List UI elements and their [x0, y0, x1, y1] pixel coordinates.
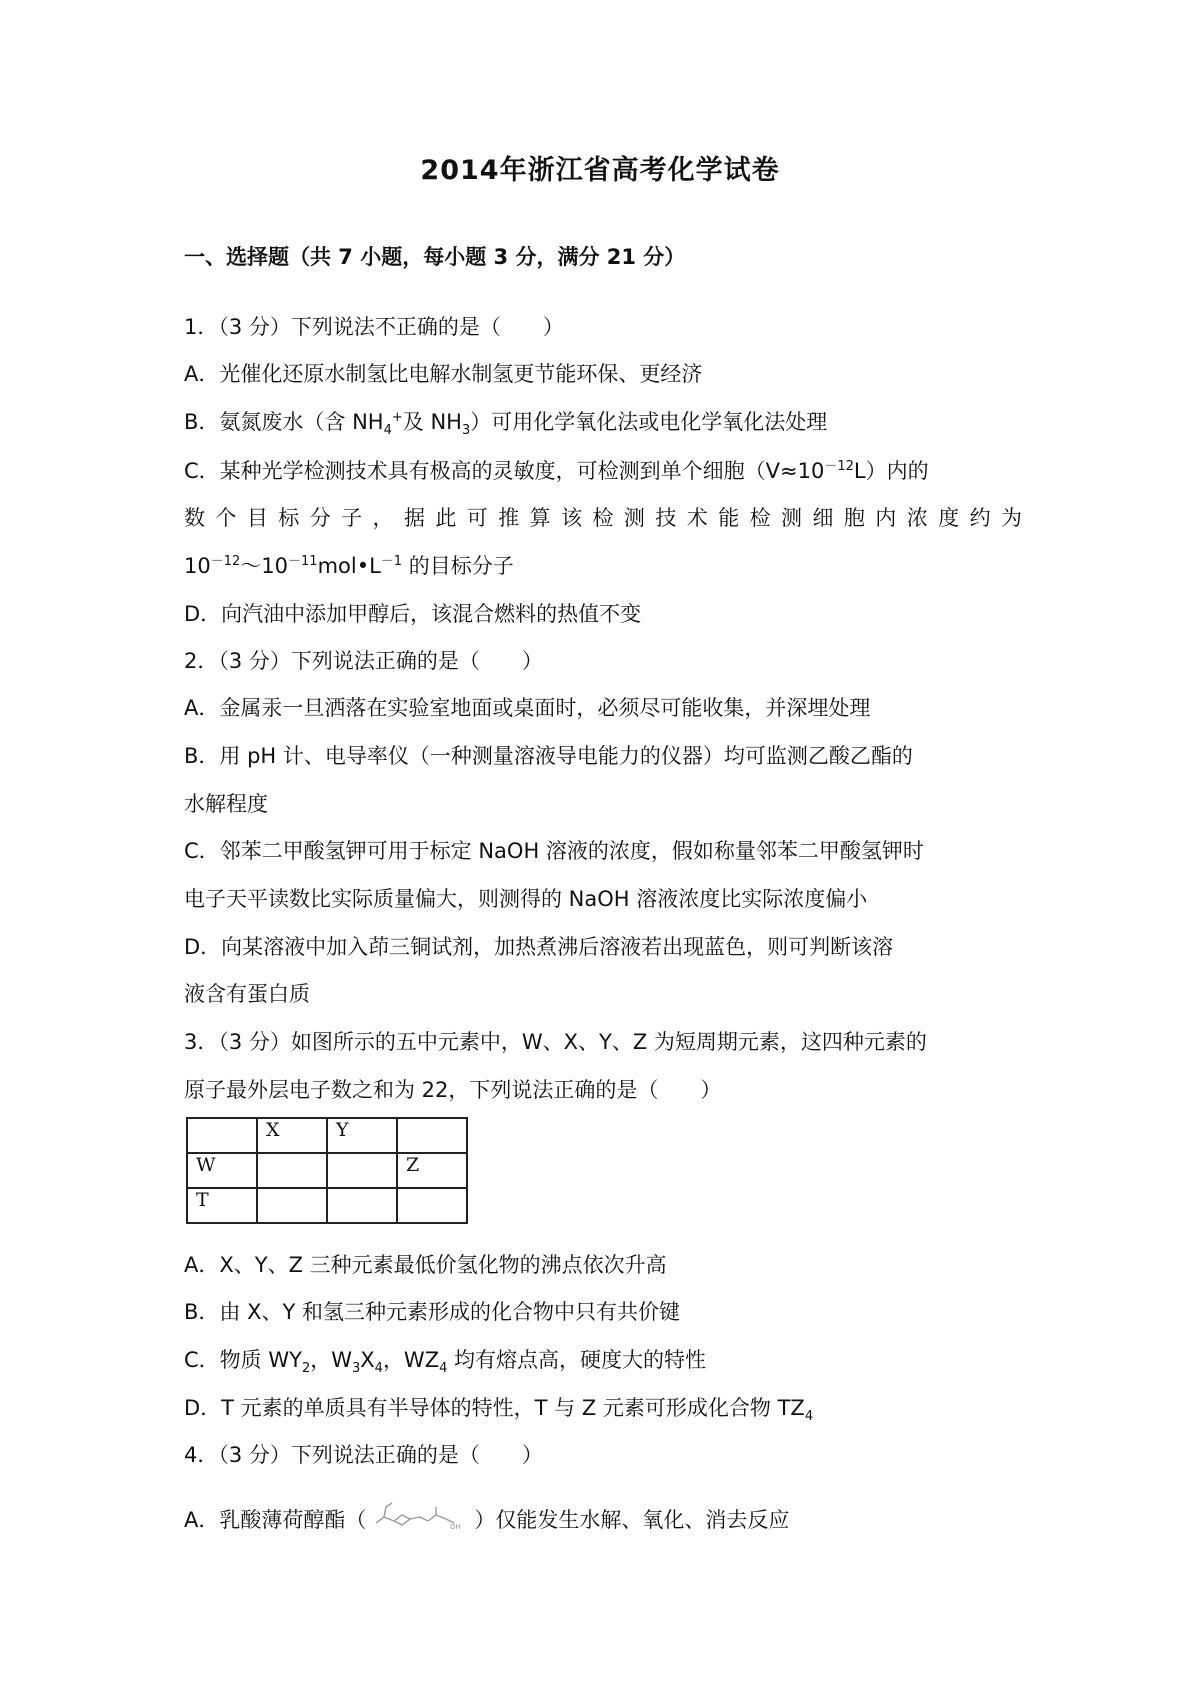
table-cell: Y — [327, 1118, 397, 1153]
q1-option-c-line3: $10^{-12}\sim 10^{-11}mol•L^{-1}$ 的目标分子 — [184, 554, 514, 578]
q3-option-c: C．物质 $WY_2$，$W_3X_4$，$WZ_4$ 均有熔点高，硬度大的特性 — [184, 1348, 707, 1377]
table-cell — [187, 1118, 257, 1153]
q1-option-b: B．氨氮废水（含 $NH_4^+$及 $NH_3$）可用化学氧化法或电化学氧化法处理 — [184, 410, 828, 439]
q1-option-a: A．光催化还原水制氢比电解水制氢更节能环保、更经济 — [184, 362, 703, 386]
q2-option-b-line2: 水解程度 — [184, 792, 268, 816]
q3-option-d: D．T 元素的单质具有半导体的特性，T 与 Z 元素可形成化合物 $TZ_4$ — [184, 1396, 814, 1425]
table-cell: Z — [397, 1153, 467, 1188]
q1-stem: 1．（3 分）下列说法不正确的是（ ） — [184, 315, 564, 339]
table-row — [187, 1153, 467, 1188]
q2-option-a: A．金属汞一旦洒落在实验室地面或桌面时，必须尽可能收集，并深埋处理 — [184, 696, 871, 720]
q3-option-a: A．X、Y、Z 三种元素最低价氢化物的沸点依次升高 — [184, 1253, 667, 1277]
q2-option-b-line1: B．用 pH 计、电导率仪（一种测量溶液导电能力的仪器）均可监测乙酸乙酯的 — [184, 744, 913, 768]
table-cell — [397, 1188, 467, 1223]
table-row — [187, 1118, 467, 1153]
q1-option-c-line1: C．某种光学检测技术具有极高的灵敏度，可检测到单个细胞$(V\approx 10^{-12}L)$内的 — [184, 459, 929, 483]
table-row — [187, 1188, 467, 1223]
q2-option-c-line1: C．邻苯二甲酸氢钾可用于标定 NaOH 溶液的浓度，假如称量邻苯二甲酸氢钾时 — [184, 839, 924, 863]
q2-option-d-line1: D．向某溶液中加入茚三铜试剂，加热煮沸后溶液若出现蓝色，则可判断该溶 — [184, 935, 894, 959]
q2-option-c-line2: 电子天平读数比实际质量偏大，则测得的 NaOH 溶液浓度比实际浓度偏小 — [184, 887, 868, 911]
table-cell: W — [187, 1153, 257, 1188]
table-cell: T — [187, 1188, 257, 1223]
q3-option-b: B．由 X、Y 和氢三种元素形成的化合物中只有共价键 — [184, 1300, 680, 1324]
q4-stem: 4．（3 分）下列说法正确的是（ ） — [184, 1443, 543, 1467]
table-cell — [327, 1153, 397, 1188]
table-cell — [327, 1188, 397, 1223]
q2-option-d-line2: 液含有蛋白质 — [184, 982, 310, 1006]
table-cell — [397, 1118, 467, 1153]
q3-stem-line2: 原子最外层电子数之和为 22，下列说法正确的是（ ） — [184, 1078, 722, 1102]
q1-option-d: D．向汽油中添加甲醇后，该混合燃料的热值不变 — [184, 602, 642, 626]
page-title: 2014年浙江省高考化学试卷 — [420, 155, 780, 186]
lactate-menthyl-ester-structure-icon — [370, 1499, 470, 1543]
q2-stem: 2．（3 分）下列说法正确的是（ ） — [184, 649, 543, 673]
table-cell: X — [257, 1118, 327, 1153]
periodic-table-fragment — [186, 1117, 468, 1224]
q1-option-c-line2: 数个目标分子，据此可推算该检测技术能检测细胞内浓度约为 — [184, 506, 1022, 530]
q3-stem-line1: 3．（3 分）如图所示的五中元素中，W、X、Y、Z 为短周期元素，这四种元素的 — [184, 1030, 927, 1054]
table-cell — [257, 1188, 327, 1223]
q4-option-a: A．乳酸薄荷醇酯（ OH ）仅能发生水解、氧化、消去反应 — [184, 1499, 789, 1543]
table-cell — [257, 1153, 327, 1188]
section-heading: 一、选择题（共 7 小题，每小题 3 分，满分 21 分） — [184, 245, 686, 269]
svg-text:OH: OH — [450, 1523, 462, 1531]
